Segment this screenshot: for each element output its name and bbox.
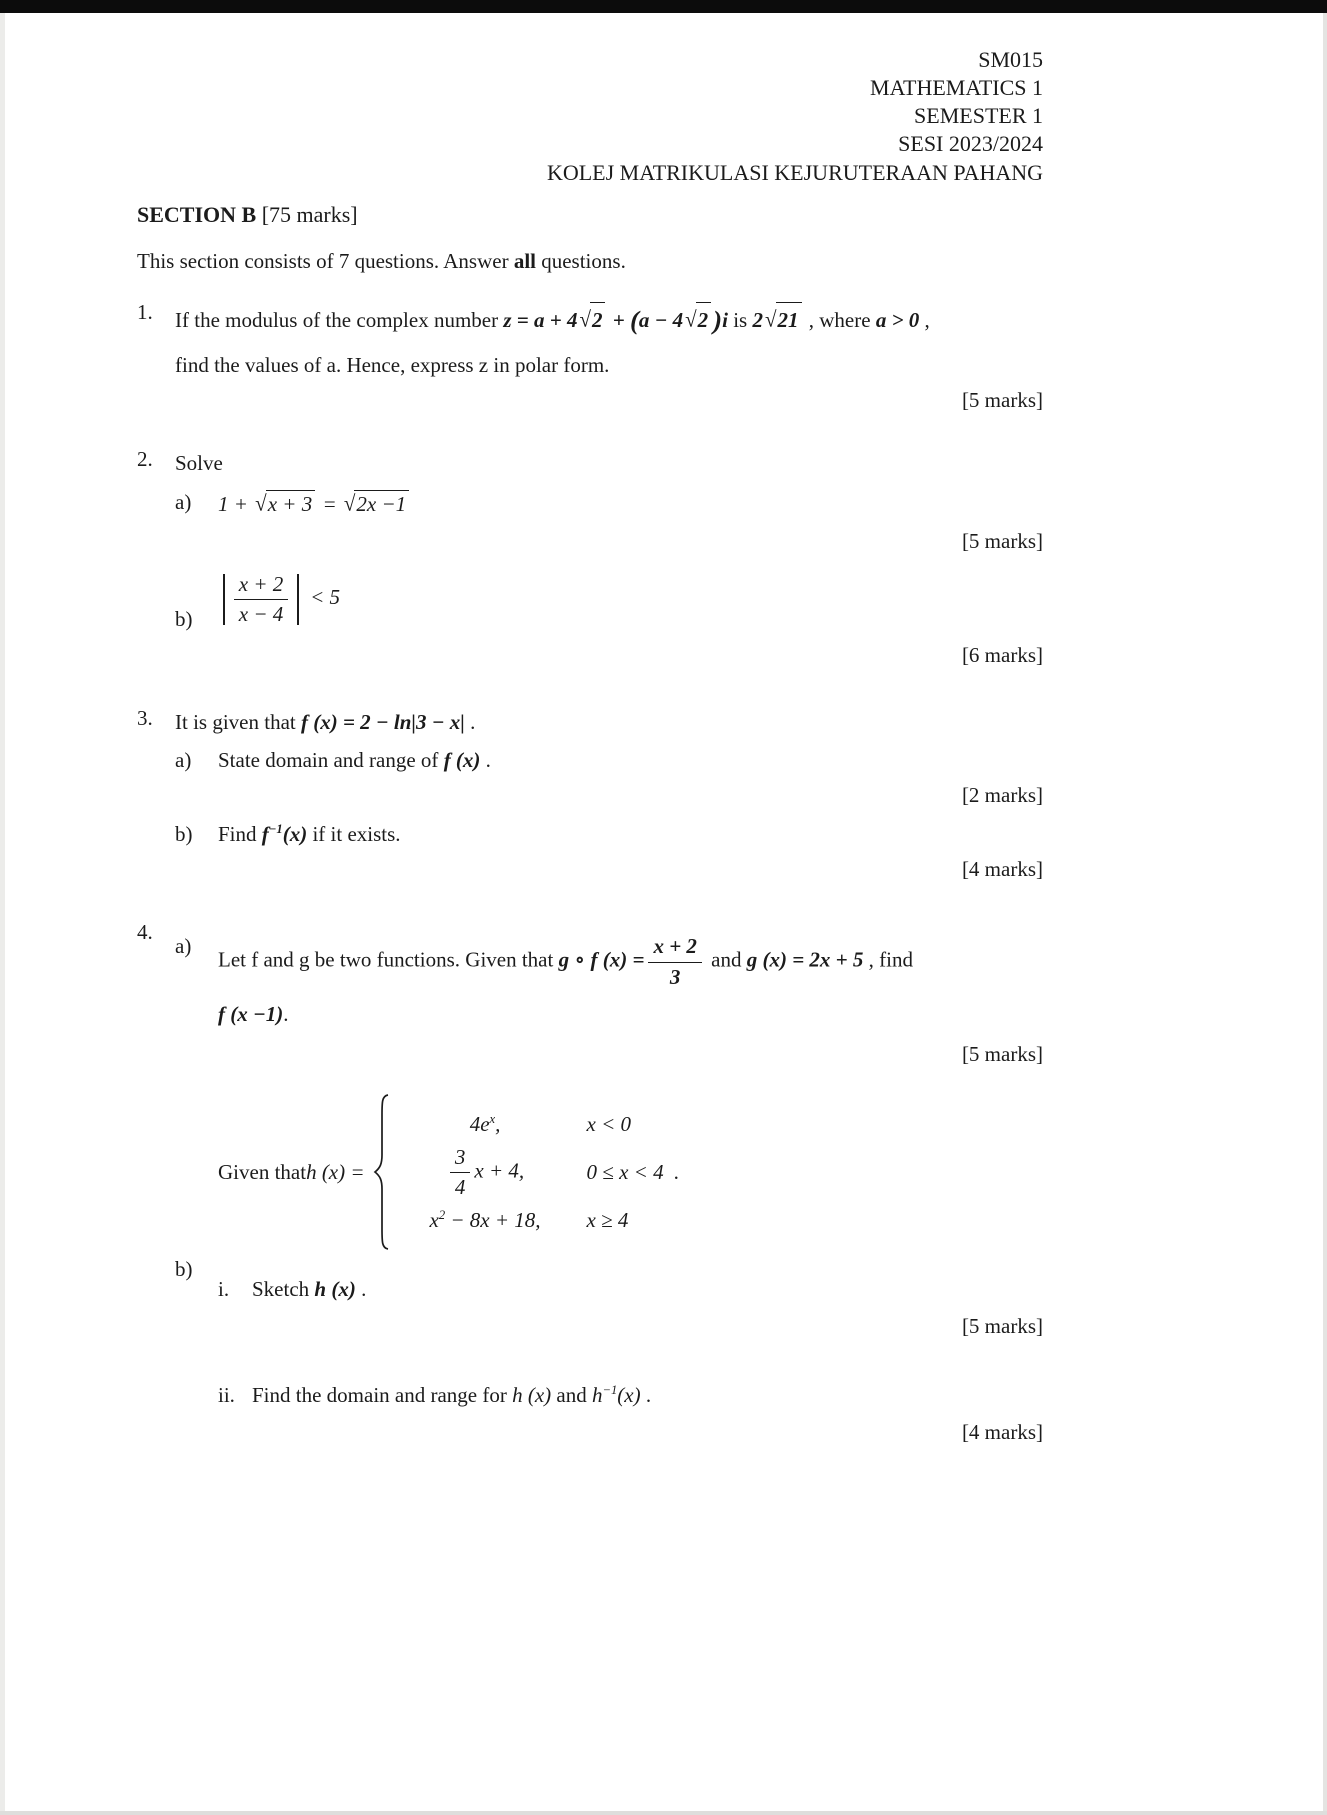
sqrt — [255, 490, 315, 517]
q4a-line-1 — [218, 934, 1043, 989]
paper-code: SM015 — [978, 47, 1043, 72]
math-text: = — [317, 491, 342, 516]
q3a-function: f (x) — [443, 748, 481, 773]
q1-condition: a > 0 — [875, 307, 920, 332]
math-text: h — [592, 1383, 603, 1408]
question-4b-i-text — [252, 1277, 366, 1302]
question-1-line-1 — [175, 300, 1043, 342]
fraction-denominator: x − 4 — [238, 601, 284, 626]
section-title: SECTION B — [137, 201, 257, 227]
question-4a — [175, 934, 1043, 1067]
q4bii-h-function: h (x) — [512, 1383, 552, 1408]
math-text: (x) — [282, 822, 308, 847]
question-3b-marks: [4 marks] — [961, 857, 1043, 882]
question-4b-label: b) — [175, 1256, 193, 1281]
question-1-body — [175, 300, 1043, 413]
question-2-title: Solve — [175, 450, 223, 475]
fraction — [234, 572, 289, 627]
question-3b-body — [218, 822, 1043, 882]
left-paren: ( — [629, 304, 639, 335]
q4a-line-2 — [218, 998, 1043, 1031]
question-1-number: 1. — [137, 299, 153, 324]
question-4b-i-marks: [5 marks] — [961, 1314, 1043, 1339]
left-brace-icon — [373, 1093, 390, 1251]
fraction — [648, 934, 701, 989]
section-marks: [75 marks] — [256, 201, 358, 227]
q3b-text-pre: Find — [218, 822, 262, 847]
fraction-numerator: x + 2 — [234, 572, 289, 600]
question-4b-ii — [218, 1383, 1043, 1408]
session-line: SESI 2023/2024 — [898, 131, 1043, 157]
q1-complex-number-formula — [503, 304, 728, 335]
q4bii-inverse-function — [592, 1383, 641, 1407]
fraction-numerator: x + 2 — [648, 934, 701, 962]
piecewise-function — [373, 1093, 664, 1251]
q4b-h-function: h (x) = — [306, 1159, 365, 1184]
piecewise-row-3 — [398, 1208, 664, 1233]
fraction-denominator: 3 — [669, 964, 681, 989]
exam-page — [137, 13, 1043, 1445]
question-2a-label: a) — [175, 489, 192, 514]
q3-text-pre: It is given that — [175, 709, 301, 734]
question-3a-label: a) — [175, 748, 192, 773]
question-2b — [175, 572, 1043, 668]
q1-text-pre: If the modulus of the complex number — [175, 307, 504, 332]
section-intro — [137, 249, 1043, 274]
inverse-exponent: −1 — [602, 1383, 618, 1398]
question-2-number: 2. — [137, 446, 153, 471]
abs-bar-left — [223, 574, 225, 625]
radical-icon: √ — [764, 306, 777, 332]
abs-bar-right — [297, 574, 299, 625]
q4a-target-function: f (x −1) — [218, 1001, 284, 1026]
piecewise-row-1 — [398, 1112, 664, 1137]
math-text: + — [607, 307, 630, 332]
scan-dark-edge-top — [0, 0, 1327, 13]
question-4b-ii-marks: [4 marks] — [961, 1420, 1043, 1445]
radicand: 21 — [776, 302, 802, 337]
radical-icon: √ — [579, 306, 591, 332]
question-4b-i — [218, 1277, 1043, 1302]
question-3-row — [137, 706, 1043, 883]
radicand: 2x −1 — [354, 490, 409, 517]
pw2-expression — [398, 1145, 573, 1200]
college-name: KOLEJ MATRIKULASI KEJURUTERAAN PAHANG — [546, 159, 1043, 185]
section-heading — [137, 202, 1043, 228]
fraction — [450, 1145, 471, 1200]
question-3b-label: b) — [175, 822, 193, 847]
math-text: f — [261, 822, 269, 847]
question-2a — [175, 490, 1043, 554]
question-3 — [137, 706, 1043, 883]
question-3a — [175, 748, 1043, 808]
question-1 — [137, 300, 1043, 413]
question-2b-label: b) — [175, 607, 193, 632]
radicand: 2 — [590, 302, 606, 337]
q3b-text-post: if it exists. — [307, 822, 401, 847]
question-2a-body — [218, 490, 1043, 554]
math-text: i — [722, 307, 728, 332]
q4a-composition: g ∘ f (x) = — [558, 947, 645, 972]
question-3-statement — [175, 706, 1043, 739]
question-2b-marks: [6 marks] — [961, 642, 1043, 667]
q3b-inverse-function — [262, 822, 307, 846]
question-4a-label: a) — [175, 934, 192, 959]
radicand: x + 3 — [266, 490, 316, 517]
math-text: a − 4 — [638, 307, 684, 332]
sqrt — [344, 490, 409, 517]
question-1-row — [137, 300, 1043, 413]
scan-edge-bottom — [0, 1811, 1327, 1815]
q1-text-where: , where — [803, 307, 876, 332]
q1-comma: , — [919, 307, 930, 332]
question-2b-body — [218, 572, 1043, 668]
q2a-equation — [218, 489, 411, 516]
question-4b-ii-text — [252, 1383, 651, 1408]
question-2-row — [137, 447, 1043, 668]
scan-edge-right — [1323, 13, 1327, 1815]
q3a-text: State domain and range of — [218, 748, 444, 773]
question-3-body — [175, 706, 1043, 883]
q4bii-period: . — [640, 1383, 652, 1408]
scan-edge-left — [0, 13, 5, 1815]
question-1-marks: [5 marks] — [961, 387, 1043, 412]
math-text: < 5 — [310, 585, 341, 610]
right-paren: ) — [713, 304, 723, 335]
piecewise-rows — [398, 1112, 664, 1233]
math-text: 1 + — [218, 491, 254, 516]
q4a-period: . — [283, 1001, 289, 1026]
q4b-period: . — [673, 1159, 679, 1184]
q3-function-definition: f (x) = 2 − ln|3 − x| — [300, 709, 465, 734]
question-1-line-2: find the values of a. Hence, express z in polar form. — [175, 353, 610, 378]
math-text: x — [429, 1208, 439, 1233]
q4b-text-pre: Given that — [218, 1159, 307, 1184]
q4a-g-function: g (x) = 2x + 5 — [746, 947, 864, 972]
inverse-exponent: −1 — [268, 822, 283, 837]
sqrt — [765, 302, 802, 337]
q4a-text-and: and — [705, 947, 747, 972]
q4bii-text-pre: Find the domain and range for — [252, 1383, 513, 1408]
semester-line: SEMESTER 1 — [914, 103, 1043, 129]
q1-text-is: is — [727, 307, 753, 332]
intro-text-pre: This section consists of 7 questions. Answer — [137, 248, 514, 273]
q4a-text-find: , find — [863, 947, 913, 972]
math-text: (x) — [617, 1383, 641, 1408]
question-4-number: 4. — [137, 920, 153, 945]
pw1-expression — [398, 1112, 573, 1137]
question-4a-body — [218, 934, 1043, 1067]
q4bii-text-and: and — [551, 1383, 592, 1408]
question-4 — [137, 920, 1043, 1445]
math-text: , — [495, 1111, 501, 1136]
radical-icon: √ — [685, 306, 697, 332]
question-4b-body — [218, 1093, 1043, 1445]
question-2-body — [175, 447, 1043, 668]
question-3-number: 3. — [137, 705, 153, 730]
exponent: 2 — [438, 1208, 446, 1223]
fraction-numerator: 3 — [450, 1145, 471, 1173]
question-4a-marks: [5 marks] — [961, 1042, 1043, 1067]
radical-icon: √ — [343, 489, 356, 516]
question-2a-marks: [5 marks] — [961, 528, 1043, 553]
document-header — [137, 46, 1043, 187]
subject-title: MATHEMATICS 1 — [870, 75, 1043, 101]
question-3a-body — [218, 748, 1043, 808]
question-3b — [175, 822, 1043, 882]
question-4-body — [175, 920, 1043, 1445]
q4b-definition-line — [218, 1093, 1043, 1251]
question-2 — [137, 447, 1043, 668]
q3-period: . — [464, 709, 476, 734]
intro-bold-all: all — [513, 248, 536, 273]
q4bi-function: h (x) — [314, 1277, 356, 1302]
absolute-value-fraction — [218, 572, 304, 627]
sqrt — [579, 302, 605, 337]
pw3-expression — [398, 1208, 573, 1233]
sqrt — [685, 302, 711, 337]
math-text: z = a + 4 — [503, 307, 578, 332]
exponent: x — [489, 1111, 496, 1126]
question-4-row — [137, 920, 1043, 1445]
q4bi-period: . — [355, 1277, 367, 1302]
math-text: 2 — [752, 307, 763, 332]
q3a-period: . — [480, 748, 491, 773]
radical-icon: √ — [255, 489, 267, 516]
math-text: 4e — [469, 1111, 490, 1136]
q2b-inequality — [218, 571, 341, 626]
q1-modulus-value — [752, 308, 803, 332]
pw3-condition: x ≥ 4 — [586, 1208, 629, 1233]
intro-text-post: questions. — [535, 248, 626, 273]
question-4b — [175, 1093, 1043, 1445]
radicand: 2 — [696, 302, 712, 337]
q4bi-text-pre: Sketch — [252, 1277, 315, 1302]
math-text: − 8x + 18, — [445, 1208, 541, 1233]
math-text: x + 4, — [474, 1158, 525, 1183]
q4a-text-pre: Let f and g be two functions. Given that — [218, 947, 559, 972]
pw2-condition: 0 ≤ x < 4 — [586, 1159, 664, 1184]
question-4b-ii-label: ii. — [218, 1383, 235, 1408]
question-4b-i-label: i. — [218, 1277, 230, 1302]
piecewise-row-2 — [398, 1145, 664, 1200]
question-3a-marks: [2 marks] — [961, 783, 1043, 808]
pw1-condition: x < 0 — [586, 1111, 632, 1136]
fraction-denominator: 4 — [454, 1174, 466, 1199]
